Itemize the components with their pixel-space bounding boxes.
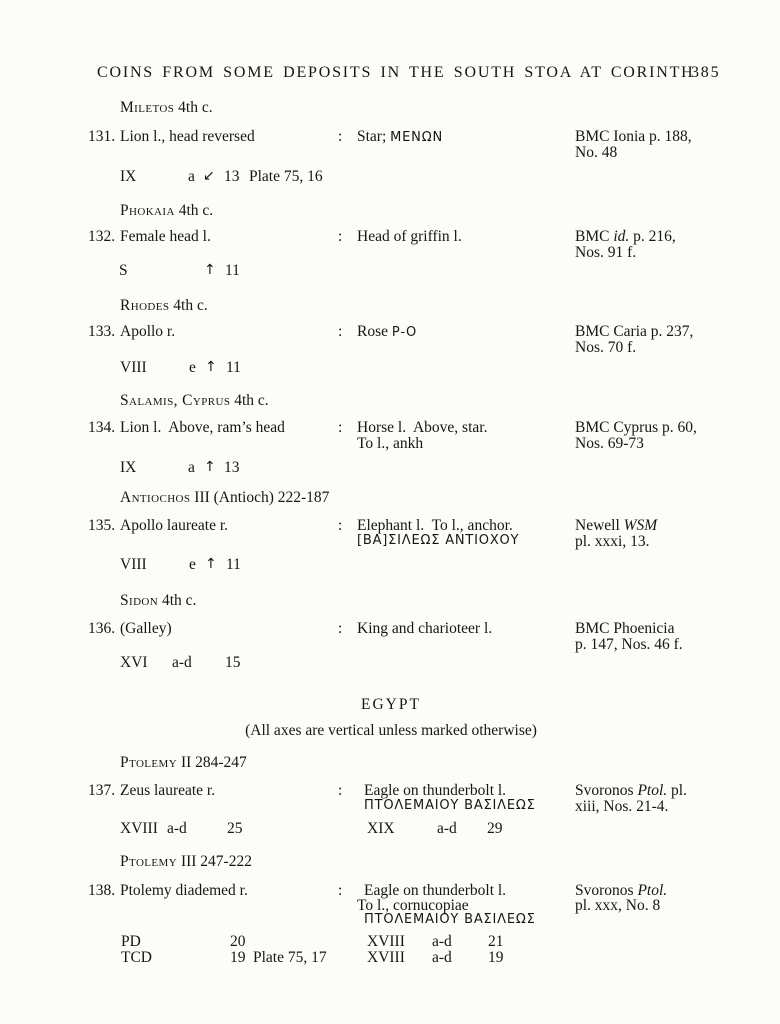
entry-137-obverse: Zeus laureate r. — [120, 782, 216, 799]
entry-135-reference-line2: pl. xxxi, 13. — [575, 533, 650, 550]
entry-131-deposit: IX — [120, 168, 137, 185]
entry-133-obverse: Apollo r. — [120, 323, 176, 340]
entry-135-colon: : — [338, 517, 343, 534]
entry-131-reference-line2: No. 48 — [575, 144, 618, 161]
entry-136-reverse: King and charioteer l. — [357, 620, 493, 637]
entry-135-number: 135. — [88, 517, 116, 534]
entry-137-colon: : — [338, 782, 343, 799]
entry-134-die-letter: a — [188, 459, 195, 476]
page-header-title: COINS FROM SOME DEPOSITS IN THE SOUTH STOA AT CORINTH — [97, 64, 695, 81]
entry-134-reference-line1: BMC Cyprus p. 60, — [575, 419, 697, 436]
entry-137-obv-die-letters: a-d — [167, 820, 187, 837]
entry-137-obv-size: 25 — [227, 820, 243, 837]
entry-137-reverse-line1: Eagle on thunderbolt l. — [364, 782, 507, 799]
entry-137-reference-line1: Svoronos Ptol. pl. — [575, 782, 687, 799]
entry-132-deposit: S — [119, 262, 128, 279]
section-heading-sidon: Sidon 4th c. — [120, 592, 197, 609]
entry-131-colon: : — [338, 128, 343, 145]
entry-132-obverse: Female head l. — [120, 228, 211, 245]
entry-135-deposit: VIII — [120, 556, 147, 573]
entry-133-reference-line1: BMC Caria p. 237, — [575, 323, 694, 340]
entry-131-reverse: Star; ΜΕΝΩΝ — [357, 128, 443, 145]
entry-136-obverse: (Galley) — [120, 620, 172, 637]
entry-133-deposit: VIII — [120, 359, 147, 376]
entry-138-reference-line2: pl. xxx, No. 8 — [575, 897, 661, 914]
page-number: 385 — [691, 64, 721, 81]
entry-131-reference-line1: BMC Ionia p. 188, — [575, 128, 692, 145]
entry-135-die-letter: e — [189, 556, 196, 573]
entry-137-rev-die-letters: a-d — [437, 820, 457, 837]
entry-138-row1-rev-die-letters: a-d — [432, 933, 452, 950]
entry-137-rev-size: 29 — [487, 820, 503, 837]
entry-138-row2-rev-size: 19 — [488, 949, 504, 966]
entry-138-row2-plate: Plate 75, 17 — [253, 949, 327, 966]
entry-137-reverse-greek: ΠΤΟΛΕΜΑΙΟΥ ΒΑΣΙΛΕΩΣ — [364, 798, 536, 813]
egypt-axes-note: (All axes are vertical unless marked otherwise) — [245, 722, 537, 739]
section-heading-ptolemy-ii: Ptolemy II 284-247 — [120, 754, 247, 771]
entry-136-size: 15 — [225, 654, 241, 671]
entry-138-colon: : — [338, 882, 343, 899]
entry-133-number: 133. — [88, 323, 116, 340]
entry-132-reference-line2: Nos. 91 f. — [575, 244, 637, 261]
entry-138-reverse-greek: ΠΤΟΛΕΜΑΙΟΥ ΒΑΣΙΛΕΩΣ — [364, 912, 536, 927]
entry-132-reverse: Head of griffin l. — [357, 228, 462, 245]
entry-132-colon: : — [338, 228, 343, 245]
entry-138-row1-rev-deposit: XVIII — [367, 933, 405, 950]
entry-134-size: 13 — [224, 459, 240, 476]
entry-138-row1-deposit: PD — [121, 933, 141, 950]
entry-135-reverse-line1: Elephant l. To l., anchor. — [357, 517, 513, 534]
section-heading-rhodes: Rhodes 4th c. — [120, 297, 208, 314]
entry-138-row2-size: 19 — [230, 949, 246, 966]
entry-132-reference-line1: BMC id. p. 216, — [575, 228, 676, 245]
entry-133-reference-line2: Nos. 70 f. — [575, 339, 637, 356]
entry-135-obverse: Apollo laureate r. — [120, 517, 229, 534]
die-axis-arrow-up-icon: ↑ — [204, 262, 216, 278]
entry-138-row2-deposit: TCD — [121, 949, 152, 966]
entry-136-reference-line1: BMC Phoenicia — [575, 620, 675, 637]
die-axis-arrow-up-icon: ↑ — [205, 359, 217, 375]
entry-138-obverse: Ptolemy diademed r. — [120, 882, 248, 899]
entry-138-reverse-line2: To l., cornucopiae — [357, 897, 469, 914]
entry-138-reference-line1: Svoronos Ptol. — [575, 882, 668, 899]
entry-131-number: 131. — [88, 128, 116, 145]
entry-133-size: 11 — [226, 359, 241, 376]
entry-134-colon: : — [338, 419, 343, 436]
entry-137-number: 137. — [88, 782, 116, 799]
entry-138-reverse-line1: Eagle on thunderbolt l. — [364, 882, 507, 899]
entry-135-size: 11 — [226, 556, 241, 573]
entry-134-number: 134. — [88, 419, 116, 436]
entry-132-size: 11 — [225, 262, 240, 279]
entry-134-deposit: IX — [120, 459, 137, 476]
greek-inscription: Ρ-Ο — [391, 325, 418, 340]
entry-137-rev-deposit: XIX — [367, 820, 395, 837]
greek-inscription: ΜΕΝΩΝ — [390, 130, 443, 145]
entry-131-size: 13 — [224, 168, 240, 185]
entry-137-reference-line2: xiii, Nos. 21-4. — [575, 798, 669, 815]
section-heading-phokaia: Phokaia 4th c. — [120, 202, 214, 219]
entry-136-deposit: XVI — [120, 654, 148, 671]
die-axis-arrow-up-icon: ↑ — [205, 556, 217, 572]
entry-131-die-letter: a — [188, 168, 195, 185]
entry-134-reverse-line1: Horse l. Above, star. — [357, 419, 488, 436]
section-heading-miletos: Miletos 4th c. — [120, 99, 213, 116]
entry-136-die-letters: a-d — [172, 654, 192, 671]
entry-132-number: 132. — [88, 228, 116, 245]
section-heading-ptolemy-iii: Ptolemy III 247-222 — [120, 853, 252, 870]
entry-134-obverse: Lion l. Above, ram’s head — [120, 419, 285, 436]
entry-135-reverse-greek: [ΒΑ]ΣΙΛΕΩΣ ΑΝΤΙΟΧΟΥ — [357, 533, 520, 548]
entry-136-colon: : — [338, 620, 343, 637]
entry-136-reference-line2: p. 147, Nos. 46 f. — [575, 636, 683, 653]
entry-133-die-letter: e — [189, 359, 196, 376]
entry-134-reverse-line2: To l., ankh — [357, 435, 424, 452]
entry-138-number: 138. — [88, 882, 116, 899]
die-axis-arrow-up-icon: ↑ — [204, 459, 216, 475]
section-heading-salamis: Salamis, Cyprus 4th c. — [120, 392, 269, 409]
entry-136-number: 136. — [88, 620, 116, 637]
egypt-heading: EGYPT — [361, 696, 421, 713]
entry-134-reference-line2: Nos. 69-73 — [575, 435, 644, 452]
entry-138-row1-rev-size: 21 — [488, 933, 504, 950]
entry-131-obverse: Lion l., head reversed — [120, 128, 255, 145]
entry-138-row2-rev-die-letters: a-d — [432, 949, 452, 966]
entry-133-reverse: Rose Ρ-Ο — [357, 323, 418, 340]
die-axis-arrow-down-left-icon: ↙ — [203, 168, 215, 184]
entry-131-plate: Plate 75, 16 — [249, 168, 323, 185]
entry-133-colon: : — [338, 323, 343, 340]
entry-138-row1-size: 20 — [230, 933, 246, 950]
entry-138-row2-rev-deposit: XVIII — [367, 949, 405, 966]
entry-137-obv-deposit: XVIII — [120, 820, 158, 837]
section-heading-antiochos: Antiochos III (Antioch) 222-187 — [120, 489, 330, 506]
entry-135-reference-line1: Newell WSM — [575, 517, 658, 534]
